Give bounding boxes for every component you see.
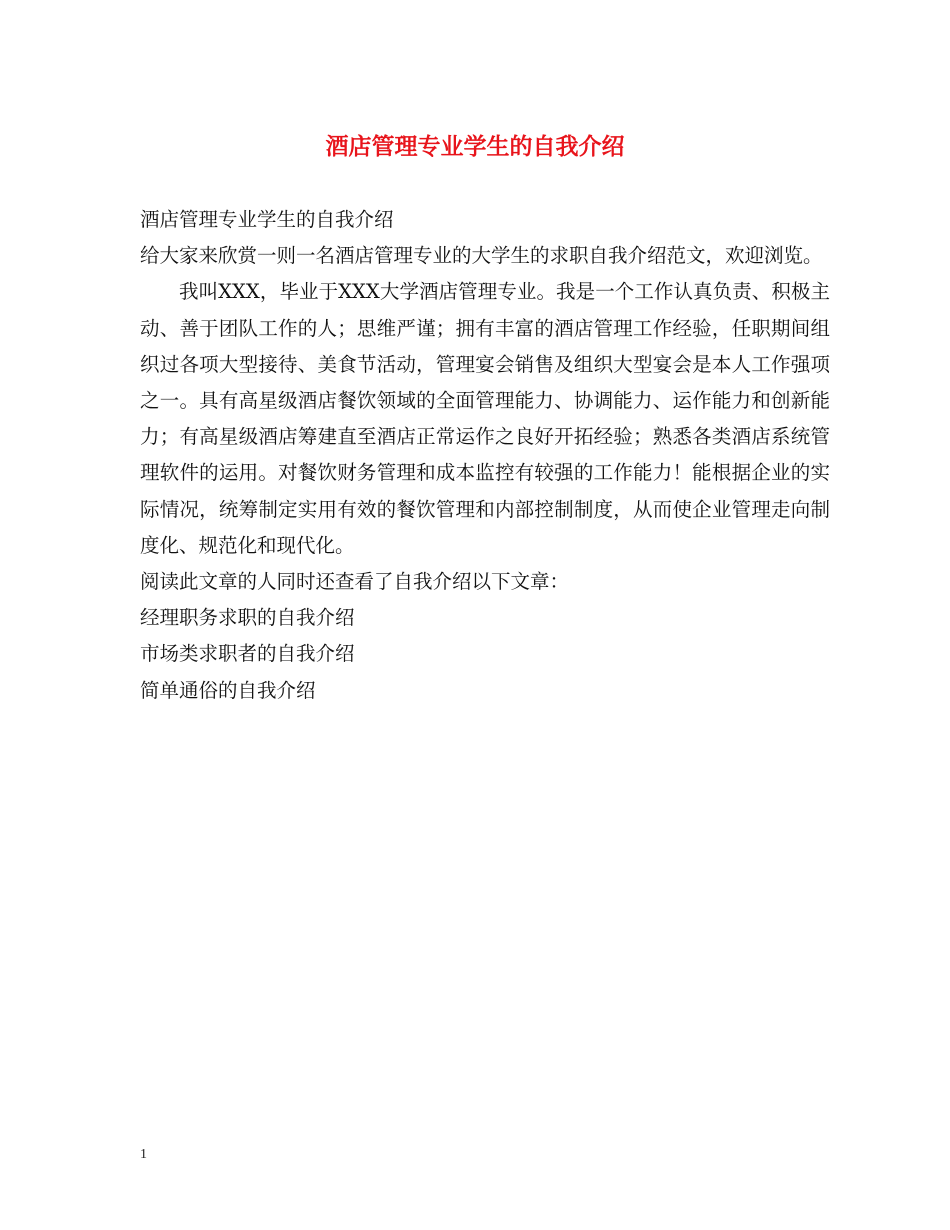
- page-number: 1: [140, 1147, 147, 1162]
- related-heading: 阅读此文章的人同时还查看了自我介绍以下文章：: [140, 570, 570, 594]
- related-link-1[interactable]: 经理职务求职的自我介绍: [140, 606, 355, 630]
- document-title: 酒店管理专业学生的自我介绍: [325, 134, 625, 160]
- related-link-2[interactable]: 市场类求职者的自我介绍: [140, 642, 355, 666]
- intro-paragraph: 给大家来欣赏一则一名酒店管理专业的大学生的求职自我介绍范文，欢迎浏览。: [140, 244, 823, 268]
- document-body: [140, 202, 830, 709]
- document-subtitle: 酒店管理专业学生的自我介绍: [140, 208, 394, 231]
- main-paragraph: 我叫XXX，毕业于XXX大学酒店管理专业。我是一个工作认真负责、积极主动、善于团队工作的人；思维严谨；拥有丰富的酒店管理工作经验，任职期间组织过各项大型接待、美食节活动，管理宴会销售及组织大型宴会是本人工作强项之一。具有高星级酒店餐饮领域的全面管理能力、协调能力、运作能力和创新能力；有高星级酒店筹建直至酒店正常运作之良好开拓经验；熟悉各类酒店系统管理软件的运用。对餐饮财务管理和成本监控有较强的工作能力！能根据企业的实际情况，统筹制定实用有效的餐饮管理和内部控制制度，从而使企业管理走向制度化、规范化和现代化。: [140, 280, 830, 557]
- related-link-3[interactable]: 简单通俗的自我介绍: [140, 678, 316, 702]
